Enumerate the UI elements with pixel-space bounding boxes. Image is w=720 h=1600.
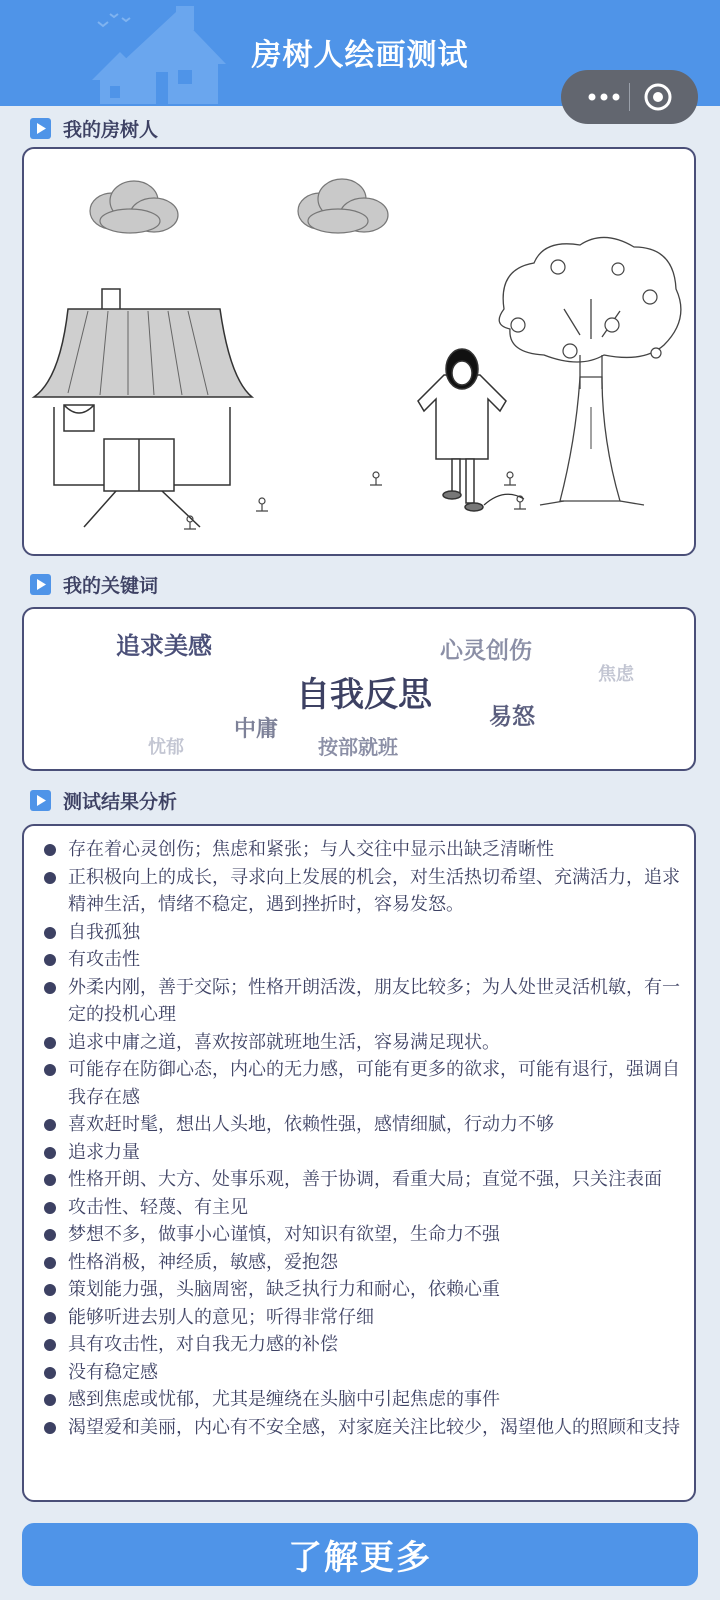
- list-item: 自我孤独: [42, 919, 682, 947]
- list-item: 没有稳定感: [42, 1359, 682, 1387]
- learn-more-button[interactable]: 了解更多: [22, 1523, 698, 1586]
- list-item: 攻击性、轻蔑、有主见: [42, 1194, 682, 1222]
- target-close-icon[interactable]: [643, 82, 673, 112]
- person-icon: [418, 349, 524, 511]
- bullet-icon: [44, 1312, 56, 1324]
- list-item: 性格消极，神经质，敏感，爱抱怨: [42, 1249, 682, 1277]
- bullet-icon: [44, 872, 56, 884]
- bullet-icon: [44, 1229, 56, 1241]
- list-item: 有攻击性: [42, 946, 682, 974]
- more-dots-icon[interactable]: [579, 84, 629, 110]
- bullet-icon: [44, 1064, 56, 1076]
- list-item: 策划能力强，头脑周密，缺乏执行力和耐心，依赖心重: [42, 1276, 682, 1304]
- section-label: 我的关键词: [63, 574, 159, 597]
- list-item: 感到焦虑或忧郁，尤其是缠绕在头脑中引起焦虑的事件: [42, 1386, 682, 1414]
- play-icon: [30, 790, 51, 811]
- bullet-icon: [44, 1339, 56, 1351]
- section-title-analysis: [30, 788, 177, 812]
- bullet-icon: [44, 1284, 56, 1296]
- page-title: 房树人绘画测试: [251, 38, 469, 73]
- keyword-tag: 心灵创伤: [440, 638, 532, 664]
- miniprogram-capsule: [561, 70, 698, 124]
- keyword-tag: 追求美感: [116, 632, 212, 660]
- bullet-icon: [44, 1119, 56, 1131]
- bullet-icon: [44, 844, 56, 856]
- section-title-drawing: [30, 116, 158, 140]
- cloud-icon: [298, 179, 388, 233]
- cloud-icon: [90, 181, 178, 233]
- bullet-icon: [44, 1202, 56, 1214]
- bullet-icon: [44, 1367, 56, 1379]
- house-icon: [34, 289, 252, 527]
- list-item: 可能存在防御心态，内心的无力感，可能有更多的欲求，可能有退行，强调自我存在感: [42, 1056, 682, 1111]
- list-item: 梦想不多，做事小心谨慎，对知识有欲望，生命力不强: [42, 1221, 682, 1249]
- htp-drawing: [24, 149, 694, 554]
- bullet-icon: [44, 982, 56, 994]
- list-item: 外柔内刚，善于交际；性格开朗活泼，朋友比较多；为人处世灵活机敏，有一定的投机心理: [42, 974, 682, 1029]
- keyword-tag: 易怒: [489, 704, 535, 730]
- keyword-cloud: [22, 607, 696, 771]
- play-icon: [30, 574, 51, 595]
- list-item: 性格开朗、大方、处事乐观，善于协调，看重大局；直觉不强，只关注表面: [42, 1166, 682, 1194]
- bullet-icon: [44, 954, 56, 966]
- analysis-list: [24, 826, 694, 1441]
- bullet-icon: [44, 927, 56, 939]
- analysis-card: [22, 824, 696, 1502]
- keyword-tag: 焦虑: [598, 664, 634, 685]
- keyword-tag: 自我反思: [296, 675, 432, 715]
- list-item: 能够听进去别人的意见；听得非常仔细: [42, 1304, 682, 1332]
- tree-icon: [499, 237, 681, 505]
- section-label: 我的房树人: [63, 118, 159, 141]
- keyword-tag: 中庸: [234, 717, 279, 742]
- list-item: 追求中庸之道，喜欢按部就班地生活，容易满足现状。: [42, 1029, 682, 1057]
- list-item: 具有攻击性，对自我无力感的补偿: [42, 1331, 682, 1359]
- list-item: 喜欢赶时髦，想出人头地，依赖性强，感情细腻，行动力不够: [42, 1111, 682, 1139]
- list-item: 追求力量: [42, 1139, 682, 1167]
- play-icon: [30, 118, 51, 139]
- keyword-tag: 忧郁: [148, 737, 184, 758]
- list-item: 存在着心灵创伤；焦虑和紧张；与人交往中显示出缺乏清晰性: [42, 836, 682, 864]
- capsule-divider: [629, 83, 630, 111]
- list-item: 正积极向上的成长，寻求向上发展的机会，对生活热切希望、充满活力，追求精神生活，情绪不稳定，遇到挫折时，容易发怒。: [42, 864, 682, 919]
- bullet-icon: [44, 1394, 56, 1406]
- section-label: 测试结果分析: [63, 790, 178, 813]
- bullet-icon: [44, 1037, 56, 1049]
- keyword-tag: 按部就班: [318, 735, 398, 759]
- bullet-icon: [44, 1422, 56, 1434]
- bullet-icon: [44, 1174, 56, 1186]
- bullet-icon: [44, 1257, 56, 1269]
- section-title-keywords: [30, 572, 158, 596]
- bullet-icon: [44, 1147, 56, 1159]
- list-item: 渴望爱和美丽，内心有不安全感，对家庭关注比较少，渴望他人的照顾和支持: [42, 1414, 682, 1442]
- htp-drawing-card: [22, 147, 696, 556]
